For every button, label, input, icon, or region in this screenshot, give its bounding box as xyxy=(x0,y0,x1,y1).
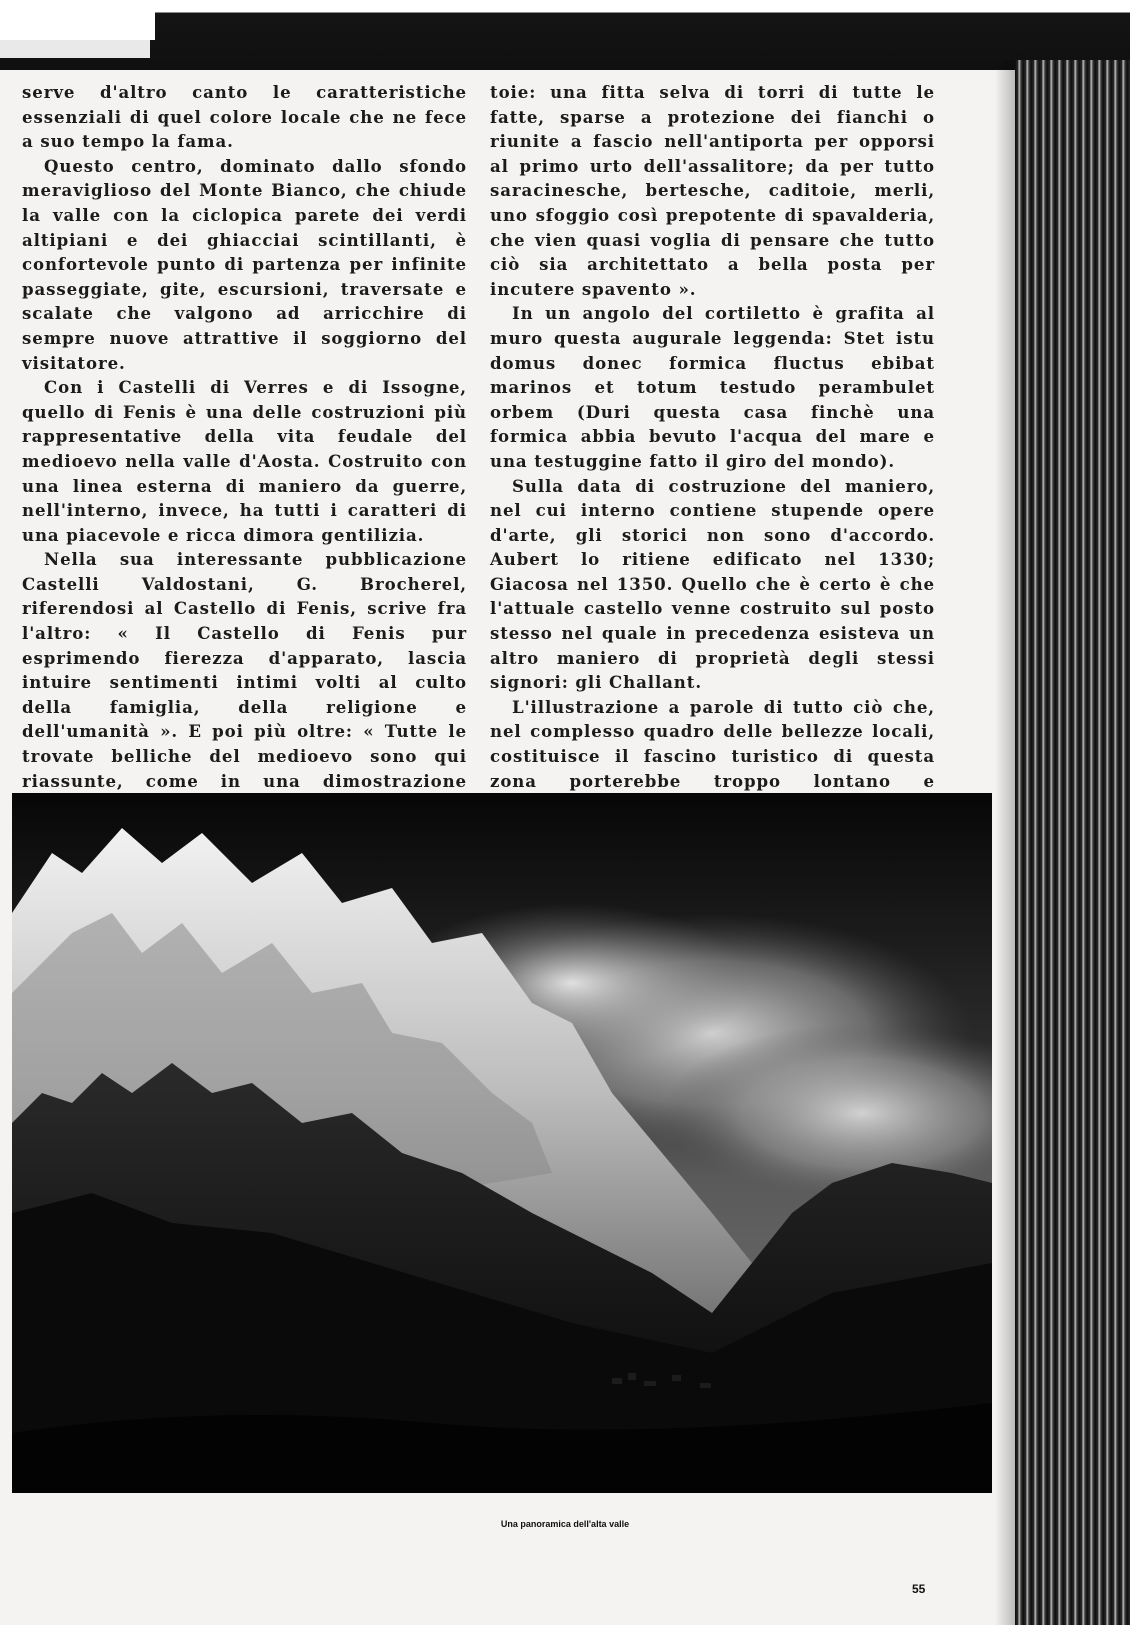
paragraph: Sulla data di costruzione del maniero, nel cui interno contiene stupende opere d'arte, gli storici non sono d'accordo. Aubert lo ritiene edificato nel 1330; Giacosa nel 1350. Quello che è certo è che l'attuale castello venne costruito sul posto stesso nel quale in precedenza esisteva un altro maniero di proprietà degli stessi signori: gli Challant. xyxy=(490,475,935,693)
page-number: 55 xyxy=(912,1582,926,1596)
top-white-margin xyxy=(0,0,155,40)
paragraph: Questo centro, dominato dallo sfondo meraviglioso del Monte Bianco, che chiude la valle con la ciclopica parete dei verdi altipiani e dei ghiacciai scintillanti, è confortevole punto di partenza per infinite passeggiate, gite, escursioni, traversate e scalate che valgono ad arricchire di sempre nuove attrattive il soggiorno del visitatore. xyxy=(22,155,467,373)
paragraph: toie: una fitta selva di torri di tutte le fatte, sparse a protezione dei fianchi o riunite a fascio nell'antiporta per opporsi al primo urto dell'assalitore; da per tutto saracinesche, bertesche, caditoie, merli, uno sfoggio così prepotente di spavalderia, che vien quasi voglia di pensare che tutto ciò sia architettato a bella posta per incutere spavento ». xyxy=(490,82,935,299)
top-dark-bar xyxy=(0,0,1130,70)
book-binding-edge xyxy=(1015,60,1130,1625)
mountain-valley-photo xyxy=(12,793,992,1493)
mountain-landscape-illustration xyxy=(12,793,992,1493)
top-grey-notch xyxy=(0,40,150,58)
left-text-column xyxy=(22,80,467,867)
photo-caption: Una panoramica dell'alta valle xyxy=(500,1519,630,1529)
paragraph: serve d'altro canto le caratteristiche essenziali di quel colore locale che ne fece a suo tempo la fama. xyxy=(22,82,467,152)
paragraph: Nella sua interessante pubblicazione Castelli Valdostani, G. Brocherel, riferendosi al Castello di Fenis, scrive fra l'altro: « Il Castello di Fenis pur esprimendo fierezza d'apparato, lascia intuire sentimenti intimi volti al culto della famiglia, della religione e dell'umanità ». E poi più oltre: « Tutte le trovate belliche del medioevo sono qui riassunte, come in una dimostrazione xyxy=(22,549,467,791)
right-text-column xyxy=(490,80,935,892)
paragraph: L'illustrazione a parole di tutto ciò che, nel complesso quadro delle bellezze locali, costituisce il fascino turistico di questa zona porterebbe troppo lontano e xyxy=(490,696,935,791)
paragraph: Con i Castelli di Verres e di Issogne, quello di Fenis è una delle costruzioni più rappresentative della vita feudale del medioevo nella valle d'Aosta. Costruito con una linea esterna di maniero da guerre, nell'interno, invece, ha tutti i caratteri di una piacevole e ricca dimora gentilizia. xyxy=(22,377,467,545)
paragraph: In un angolo del cortiletto è grafita al muro questa augurale leggenda: Stet istu domus donec formica fluctus ebibat marinos et totum testudo perambulet orbem (Duri questa casa finchè una formica abbia bevuto l'acqua del mare e una testuggine fatto il giro del mondo). xyxy=(490,303,935,471)
